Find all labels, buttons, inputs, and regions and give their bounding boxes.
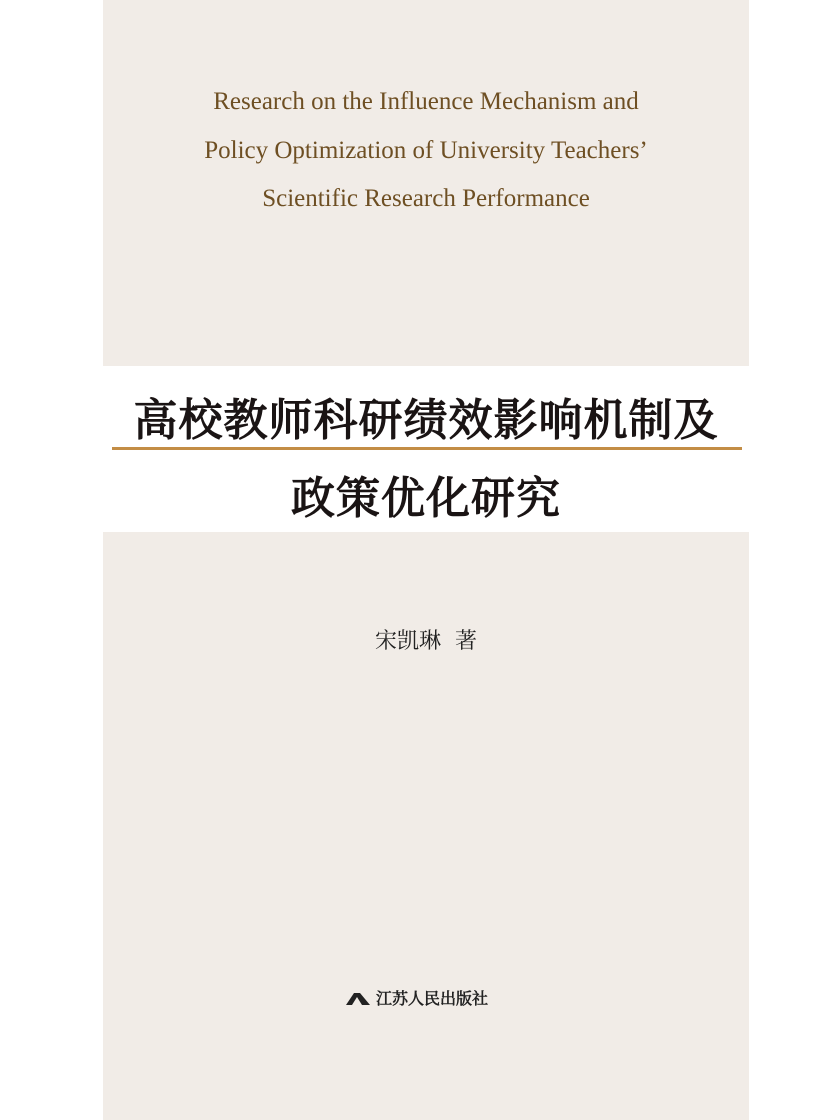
cover-bottom-panel (103, 532, 749, 1120)
english-title-line-3: Scientific Research Performance (262, 185, 590, 212)
english-title-line-2: Policy Optimization of University Teachers’ (204, 137, 648, 164)
publisher-name: 江苏人民出版社 (376, 989, 489, 1008)
chinese-title-line-2: 政策优化研究 (291, 473, 561, 524)
publisher (346, 986, 488, 1009)
author: 宋凯琳 著 (375, 629, 477, 654)
chinese-title-line-1: 高校教师科研绩效影响机制及 (133, 395, 719, 446)
cover-top-panel (103, 0, 749, 366)
english-title-line-1: Research on the Influence Mechanism and (213, 88, 639, 115)
title-divider (112, 447, 742, 450)
mountain-logo-icon (346, 991, 370, 1005)
